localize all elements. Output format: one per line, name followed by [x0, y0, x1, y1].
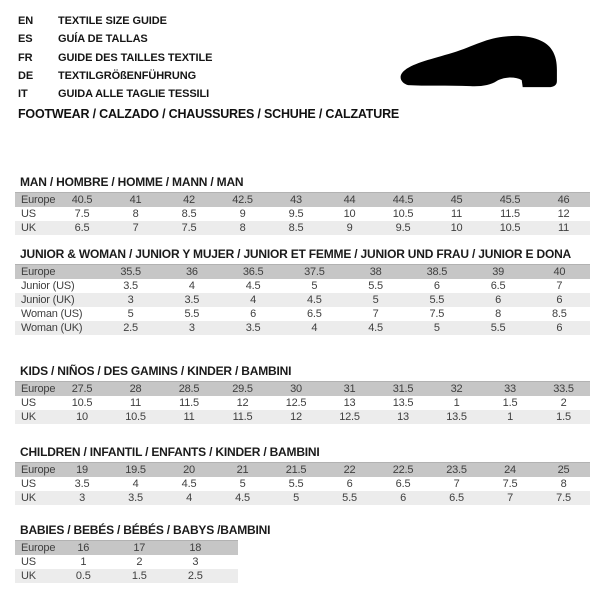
filler-cell: [223, 569, 238, 583]
size-value: 6: [406, 279, 467, 293]
size-value: 42.5: [216, 193, 270, 208]
size-value: 10.5: [483, 221, 537, 235]
size-value: 11: [109, 396, 163, 410]
size-value: 8.5: [269, 221, 323, 235]
size-value: 9.5: [376, 221, 430, 235]
table-row: [15, 463, 590, 478]
table-row: [15, 491, 590, 505]
size-value: 7.5: [162, 221, 216, 235]
category-title: FOOTWEAR / CALZADO / CHAUSSURES / SCHUHE / CALZATURE: [18, 107, 400, 121]
row-label: Junior (US): [15, 279, 100, 293]
row-label: Europe: [15, 463, 55, 478]
size-value: 8: [109, 207, 163, 221]
size-value: 38: [345, 265, 406, 280]
language-row-en: [18, 12, 212, 30]
size-value: 2.5: [100, 321, 161, 335]
size-value: 3.5: [55, 477, 109, 491]
size-value: 8.5: [529, 307, 590, 321]
size-value: 44: [323, 193, 377, 208]
size-value: 9: [216, 207, 270, 221]
size-value: 13: [323, 396, 377, 410]
language-label: GUIDE DES TAILLES TEXTILE: [58, 51, 213, 64]
size-value: 5: [216, 477, 270, 491]
table-row: [15, 396, 590, 410]
language-code: ES: [18, 33, 33, 46]
size-value: 6: [468, 293, 529, 307]
size-value: 8: [468, 307, 529, 321]
row-label: Europe: [15, 541, 55, 556]
filler-cell: [223, 541, 238, 556]
language-row-de: [18, 67, 212, 85]
size-value: 1.5: [537, 410, 591, 424]
size-table: [15, 192, 590, 235]
size-value: 7: [430, 477, 484, 491]
size-value: 4.5: [216, 491, 270, 505]
size-value: 20: [162, 463, 216, 478]
table-row: [15, 569, 238, 583]
size-value: 6: [323, 477, 377, 491]
size-value: 5: [406, 321, 467, 335]
size-value: 11: [537, 221, 591, 235]
size-value: 32: [430, 382, 484, 397]
size-value: 10: [430, 221, 484, 235]
size-value: 24: [483, 463, 537, 478]
language-label: GUÍA DE TALLAS: [58, 33, 148, 46]
size-value: 42: [162, 193, 216, 208]
language-label: TEXTILGRÖßENFÜHRUNG: [58, 69, 197, 82]
size-value: 31.5: [376, 382, 430, 397]
table-row: [15, 410, 590, 424]
size-value: 4.5: [162, 477, 216, 491]
language-code: IT: [18, 88, 28, 101]
table-row: [15, 207, 590, 221]
size-value: 37.5: [284, 265, 345, 280]
size-value: 6: [529, 293, 590, 307]
language-code: EN: [18, 15, 34, 27]
size-value: 28.5: [162, 382, 216, 397]
size-value: 13.5: [430, 410, 484, 424]
size-tables: [0, 160, 600, 583]
size-value: 40: [529, 265, 590, 280]
size-table: [15, 462, 590, 505]
size-value: 1.5: [111, 569, 167, 583]
size-value: 4: [161, 279, 222, 293]
size-value: 4: [109, 477, 163, 491]
size-value: 1: [55, 555, 111, 569]
size-value: 4: [223, 293, 284, 307]
size-value: 3.5: [223, 321, 284, 335]
table-row: [15, 221, 590, 235]
size-value: 4.5: [223, 279, 284, 293]
size-value: 6.5: [376, 477, 430, 491]
size-table: [15, 381, 590, 424]
size-value: 9.5: [269, 207, 323, 221]
size-value: 28: [109, 382, 163, 397]
size-value: 5.5: [323, 491, 377, 505]
size-value: 7: [345, 307, 406, 321]
size-table: [15, 540, 238, 583]
size-value: 11: [430, 207, 484, 221]
row-label: UK: [15, 569, 55, 583]
size-table-section: [0, 248, 600, 335]
size-value: 11.5: [162, 396, 216, 410]
table-row: [15, 477, 590, 491]
size-table-section: [0, 446, 600, 505]
table-row: [15, 293, 590, 307]
size-value: 8: [537, 477, 591, 491]
row-label: US: [15, 207, 55, 221]
size-value: 39: [468, 265, 529, 280]
size-value: 7.5: [406, 307, 467, 321]
size-value: 16: [55, 541, 111, 556]
size-table-title: BABIES / BEBÉS / BÉBÉS / BABYS /BAMBINI: [20, 523, 271, 537]
size-value: 8.5: [162, 207, 216, 221]
size-value: 5.5: [161, 307, 222, 321]
size-value: 12.5: [269, 396, 323, 410]
row-label: Europe: [15, 193, 55, 208]
size-value: 12: [537, 207, 591, 221]
language-row-es: [18, 30, 212, 48]
size-value: 3.5: [109, 491, 163, 505]
size-value: 17: [111, 541, 167, 556]
row-label: Europe: [15, 265, 100, 280]
size-table-title: JUNIOR & WOMAN / JUNIOR Y MUJER / JUNIOR ET FEMME / JUNIOR UND FRAU / JUNIOR E DONA: [20, 247, 572, 261]
size-value: 36: [161, 265, 222, 280]
size-value: 9: [323, 221, 377, 235]
table-row: [15, 382, 590, 397]
size-value: 5.5: [406, 293, 467, 307]
size-table-section: [0, 365, 600, 424]
size-value: 12.5: [323, 410, 377, 424]
row-label: Woman (US): [15, 307, 100, 321]
row-label: US: [15, 396, 55, 410]
size-value: 6.5: [284, 307, 345, 321]
size-value: 33.5: [537, 382, 591, 397]
size-value: 3: [100, 293, 161, 307]
language-row-fr: [18, 49, 212, 67]
row-label: US: [15, 477, 55, 491]
table-row: [15, 265, 590, 280]
size-value: 41: [109, 193, 163, 208]
language-row-it: [18, 85, 212, 103]
row-label: Woman (UK): [15, 321, 100, 335]
size-value: 46: [537, 193, 591, 208]
size-value: 6.5: [430, 491, 484, 505]
size-value: 19.5: [109, 463, 163, 478]
language-list: [18, 12, 212, 103]
size-value: 7.5: [537, 491, 591, 505]
size-value: 45: [430, 193, 484, 208]
size-value: 11.5: [483, 207, 537, 221]
size-value: 23.5: [430, 463, 484, 478]
table-row: [15, 321, 590, 335]
size-value: 7.5: [55, 207, 109, 221]
table-row: [15, 307, 590, 321]
size-value: 3: [161, 321, 222, 335]
size-value: 2: [537, 396, 591, 410]
size-value: 25: [537, 463, 591, 478]
table-row: [15, 279, 590, 293]
size-value: 3.5: [161, 293, 222, 307]
size-value: 13.5: [376, 396, 430, 410]
size-value: 0.5: [55, 569, 111, 583]
size-table-title: KIDS / NIÑOS / DES GAMINS / KINDER / BAMBINI: [20, 364, 292, 378]
size-value: 36.5: [223, 265, 284, 280]
size-value: 10: [55, 410, 109, 424]
size-value: 2: [111, 555, 167, 569]
table-row: [15, 555, 238, 569]
size-table-title: CHILDREN / INFANTIL / ENFANTS / KINDER / BAMBINI: [20, 445, 320, 459]
size-value: 6: [529, 321, 590, 335]
size-value: 8: [216, 221, 270, 235]
size-value: 7: [483, 491, 537, 505]
size-value: 10.5: [55, 396, 109, 410]
size-value: 11: [162, 410, 216, 424]
size-value: 43: [269, 193, 323, 208]
size-value: 22.5: [376, 463, 430, 478]
size-value: 40.5: [55, 193, 109, 208]
size-value: 22: [323, 463, 377, 478]
size-value: 44.5: [376, 193, 430, 208]
size-value: 6: [223, 307, 284, 321]
size-value: 12: [216, 396, 270, 410]
size-value: 7: [529, 279, 590, 293]
size-table-section: [0, 524, 600, 583]
size-value: 6: [376, 491, 430, 505]
size-value: 3: [55, 491, 109, 505]
language-code: DE: [18, 69, 34, 82]
size-value: 3.5: [100, 279, 161, 293]
size-table: [15, 264, 590, 335]
size-value: 38.5: [406, 265, 467, 280]
table-row: [15, 193, 590, 208]
size-value: 5: [345, 293, 406, 307]
size-value: 5: [100, 307, 161, 321]
size-value: 1.5: [483, 396, 537, 410]
size-value: 19: [55, 463, 109, 478]
size-value: 4.5: [284, 293, 345, 307]
size-value: 2.5: [167, 569, 223, 583]
size-value: 30: [269, 382, 323, 397]
size-value: 6.5: [468, 279, 529, 293]
size-value: 29.5: [216, 382, 270, 397]
size-value: 31: [323, 382, 377, 397]
size-value: 33: [483, 382, 537, 397]
size-value: 45.5: [483, 193, 537, 208]
size-value: 6.5: [55, 221, 109, 235]
size-value: 27.5: [55, 382, 109, 397]
size-value: 4.5: [345, 321, 406, 335]
row-label: UK: [15, 221, 55, 235]
size-value: 3: [167, 555, 223, 569]
size-value: 4: [162, 491, 216, 505]
row-label: Junior (UK): [15, 293, 100, 307]
language-label: GUIDA ALLE TAGLIE TESSILI: [58, 88, 210, 101]
language-code: FR: [18, 51, 33, 64]
size-value: 10: [323, 207, 377, 221]
size-value: 21: [216, 463, 270, 478]
size-value: 7: [109, 221, 163, 235]
size-value: 5.5: [468, 321, 529, 335]
table-row: [15, 541, 238, 556]
size-value: 4: [284, 321, 345, 335]
size-value: 10.5: [109, 410, 163, 424]
size-value: 7.5: [483, 477, 537, 491]
size-value: 5: [284, 279, 345, 293]
row-label: Europe: [15, 382, 55, 397]
shoe-icon: [398, 34, 574, 94]
size-value: 10.5: [376, 207, 430, 221]
filler-cell: [223, 555, 238, 569]
language-label: TEXTILE SIZE GUIDE: [58, 15, 167, 27]
size-value: 1: [483, 410, 537, 424]
size-value: 5.5: [269, 477, 323, 491]
size-value: 5: [269, 491, 323, 505]
size-value: 18: [167, 541, 223, 556]
row-label: UK: [15, 491, 55, 505]
size-table-section: [0, 176, 600, 235]
row-label: UK: [15, 410, 55, 424]
size-value: 1: [430, 396, 484, 410]
size-value: 5.5: [345, 279, 406, 293]
size-value: 11.5: [216, 410, 270, 424]
size-value: 35.5: [100, 265, 161, 280]
size-value: 13: [376, 410, 430, 424]
size-table-title: MAN / HOMBRE / HOMME / MANN / MAN: [20, 175, 244, 189]
row-label: US: [15, 555, 55, 569]
size-value: 21.5: [269, 463, 323, 478]
size-value: 12: [269, 410, 323, 424]
